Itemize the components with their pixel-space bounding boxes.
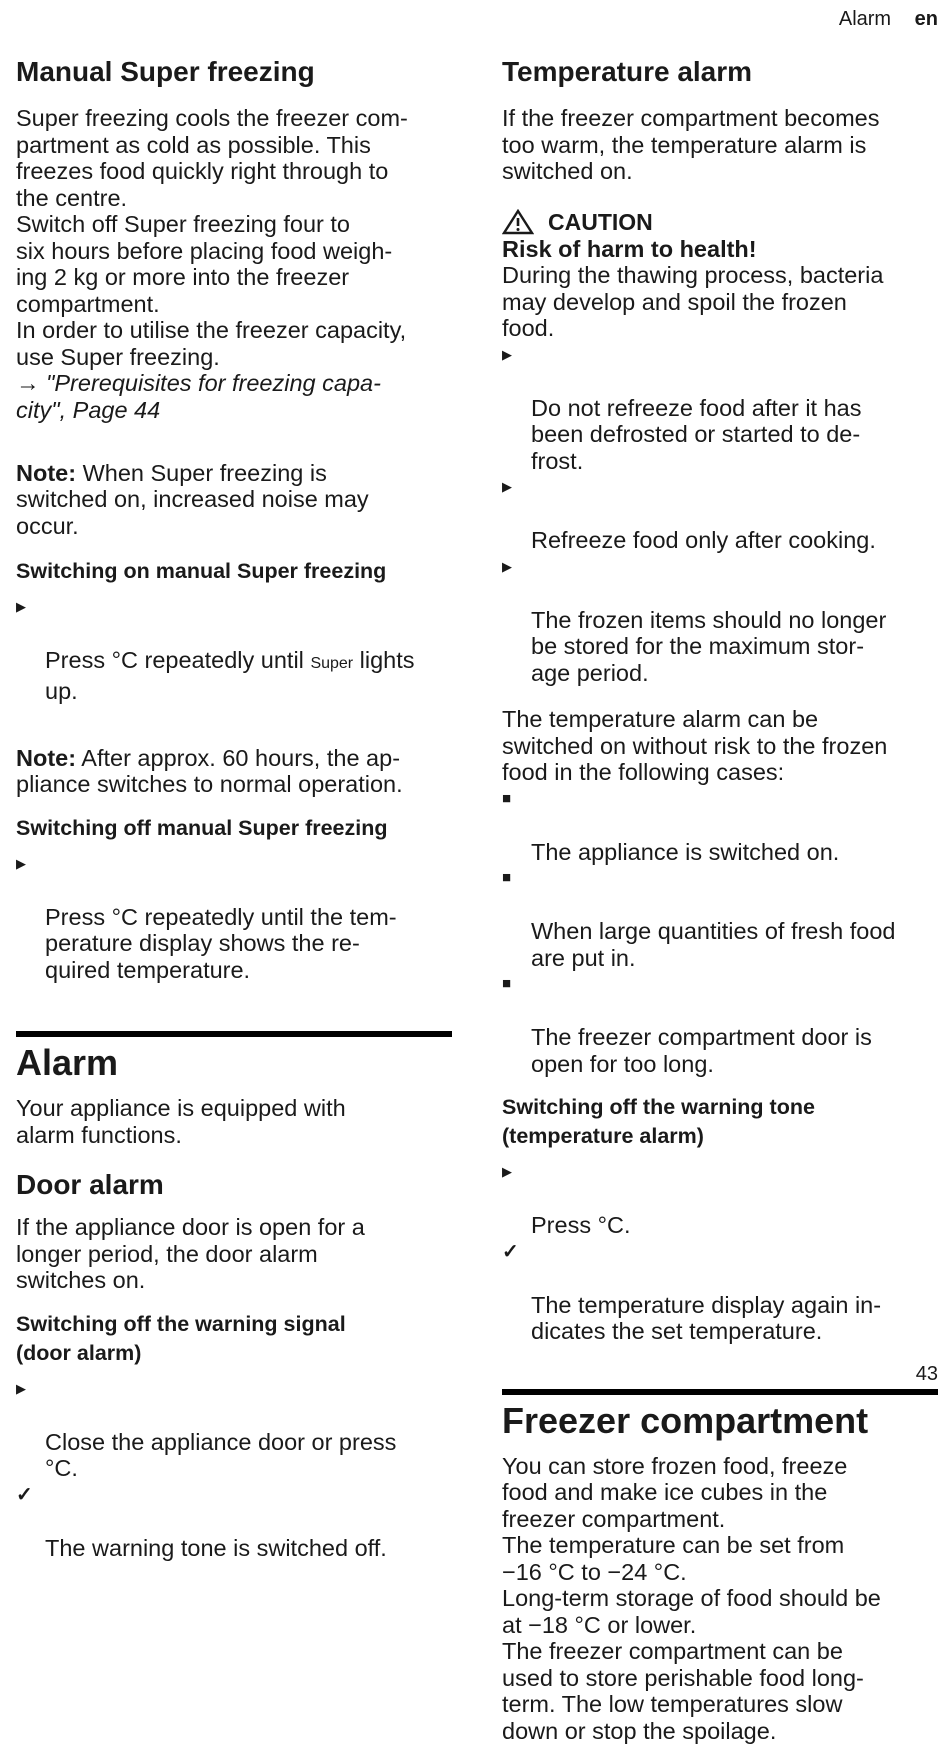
list-item-text: The freezer compartment door is open for too long. [531,1024,872,1077]
temperature-key-symbol: °C [111,647,138,673]
note [16,718,452,798]
heading-freezer-compartment: Freezer compartment [502,1389,938,1443]
result-text: The warning tone is switched off. [45,1534,387,1561]
list-item-text: The appliance is switched on. [531,838,840,865]
heading-manual-super-freezing: Manual Super freezing [16,56,315,87]
list-item-text: The frozen items should no longer be stored for the maximum stor- age period. [531,606,887,686]
paragraph: During the thawing process, bacteria may develop and spoil the frozen food. [502,262,884,341]
paragraph: Switch off Super freezing four to six hours before placing food weigh- ing 2 kg or more into the freezer compartment. [16,211,393,317]
heading-door-alarm: Door alarm [16,1169,164,1200]
step-arrow-icon: ▶ [16,855,26,871]
step-arrow-icon: ▶ [16,1380,26,1396]
list-item [502,342,938,475]
checkmark-icon: ✓ [502,1240,519,1263]
step-text: repeatedly until [137,647,311,673]
paragraph: You can store frozen food, freeze food and make ice cubes in the freezer compartment. [502,1452,848,1532]
paragraph: Long-term storage of food should be at −18 °C or lower. [502,1585,881,1638]
step-result [502,1239,938,1345]
note [16,433,452,539]
paragraph: In order to utilise the freezer capacity, use Super freezing. [16,317,407,370]
paragraph: If the appliance door is open for a longer period, the door alarm switches on. [16,1214,365,1293]
step-text: lights up. [45,647,415,704]
paragraph: The freezer compartment can be used to store perishable food long- term. The low temperatures slow down or stop the spoilage. [502,1638,864,1744]
note-text: After approx. 60 hours, the ap- pliance switches to normal operation. [16,744,403,797]
step-arrow-icon: ▶ [502,558,512,574]
heading-switching-on: Switching on manual Super freezing [16,559,387,583]
super-display-symbol: Super [310,655,354,672]
heading-alarm: Alarm [16,1031,452,1085]
step-arrow-icon: ▶ [502,479,512,494]
step-text: Press [45,647,112,673]
step-text: repeatedly until the tem- perature display shows the re- quired temperature. [45,903,397,983]
bullet-square-icon: ■ [502,869,512,886]
temperature-key-symbol: °C [111,903,138,930]
note-text: When Super freezing is switched on, increased noise may occur. [16,459,369,539]
note-label: Note: [16,459,77,486]
step-text: Press [45,903,112,930]
header-section: Alarm [838,8,892,30]
paragraph: The temperature alarm can be switched on without risk to the frozen food in the following cases: [502,706,888,785]
list-item-text: When large quantities of fresh food are put in. [531,918,896,971]
step-arrow-icon: ▶ [502,346,512,362]
running-header [839,8,938,31]
left-column [16,55,452,1561]
cross-reference-link[interactable]: → "Prerequisites for freezing capa- city", Page 44 [16,370,381,423]
instruction-step [502,1159,938,1239]
warning-triangle-icon [502,209,534,235]
list-item [502,865,938,971]
note-label: Note: [16,744,77,771]
checkmark-icon: ✓ [16,1483,33,1506]
list-item [502,474,938,554]
step-result [16,1482,452,1562]
heading-switching-off: Switching off manual Super freezing [16,815,388,840]
instruction-step [16,851,452,984]
list-item-text: Refreeze food only after cooking. [531,527,876,553]
bullet-square-icon: ■ [502,975,512,992]
paragraph: Your appliance is equipped with alarm functions. [16,1095,346,1148]
list-item-text: Do not refreeze food after it has been defrosted or started to de- frost. [531,394,862,474]
heading-switching-off-warning-tone: Switching off the warning tone (temperature alarm) [502,1095,815,1148]
bullet-square-icon: ■ [502,789,512,807]
paragraph: The temperature can be set from −16 °C to −24 °C. [502,1532,845,1585]
list-item [502,786,938,866]
header-language: en [914,8,938,30]
instruction-step [16,594,452,704]
step-arrow-icon: ▶ [502,1164,512,1179]
list-item [502,554,938,687]
page-number: 43 [915,1363,938,1385]
risk-heading: Risk of harm to health! [502,235,757,262]
step-text: Press °C. [531,1212,631,1238]
caution-label [502,209,938,236]
right-column [502,55,938,1744]
heading-temperature-alarm: Temperature alarm [502,56,753,87]
step-arrow-icon: ▶ [16,599,26,614]
result-text: The temperature display again in- dicates the set temperature. [531,1291,882,1344]
step-text: Close the appliance door or press °C. [45,1428,397,1481]
paragraph: If the freezer compartment becomes too warm, the temperature alarm is switched on. [502,105,880,184]
paragraph: Super freezing cools the freezer com- partment as cold as possible. This freezes food quickly right through to the centre. [16,105,408,211]
heading-switching-off-warning-signal: Switching off the warning signal (door alarm) [16,1311,346,1365]
instruction-step [16,1376,452,1482]
caution-text: CAUTION [548,208,653,235]
list-item [502,971,938,1077]
